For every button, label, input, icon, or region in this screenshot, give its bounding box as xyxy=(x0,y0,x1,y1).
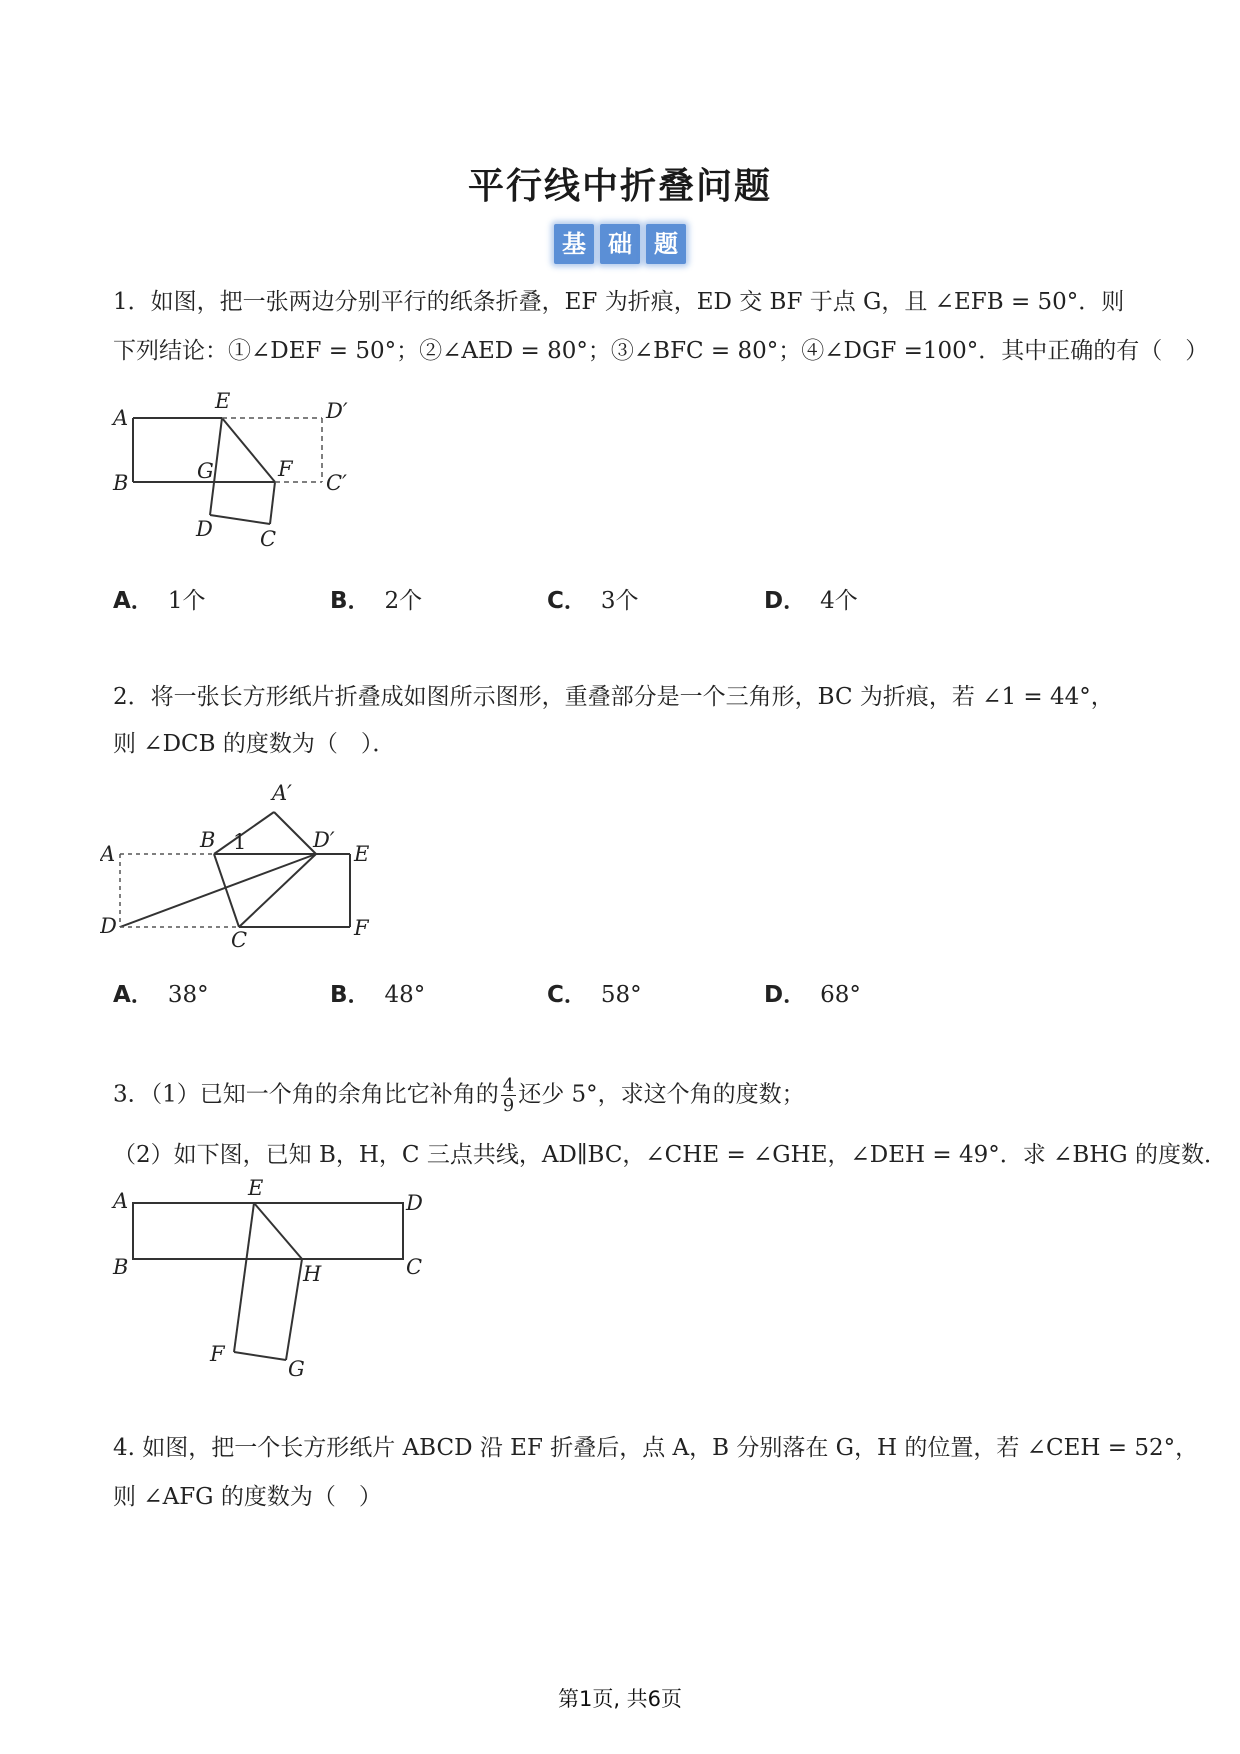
tag-char: 础 xyxy=(600,224,640,264)
q1-figure xyxy=(100,390,380,560)
q2-option-b[interactable] xyxy=(330,976,425,1009)
option-letter: A． xyxy=(113,982,154,1008)
q1-text-line2: 下列结论：①∠DEF = 50°；②∠AED = 80°；③∠BFC = 80°；④∠DGF =100°．其中正确的有（ ） xyxy=(113,338,1209,364)
q2-option-d[interactable] xyxy=(764,976,861,1009)
q2-option-c[interactable] xyxy=(547,976,642,1009)
q2-text-line1: 2．将一张长方形纸片折叠成如图所示图形，重叠部分是一个三角形，BC 为折痕，若 ∠1 = 44°， xyxy=(113,684,1114,710)
option-letter: B． xyxy=(330,588,371,614)
option-text: 48° xyxy=(384,982,426,1008)
option-text: 1个 xyxy=(167,588,206,614)
q3-text-line1 xyxy=(113,1076,805,1115)
q2-figure xyxy=(100,775,390,950)
option-letter: B． xyxy=(330,982,371,1008)
option-text: 38° xyxy=(167,982,209,1008)
q2-option-a[interactable] xyxy=(113,976,209,1009)
option-text: 58° xyxy=(600,982,642,1008)
q3-label-G: G xyxy=(288,1357,305,1378)
q1-label-B: B xyxy=(113,471,129,495)
q3-label-H: H xyxy=(303,1262,322,1286)
q1-label-c-prime: C′ xyxy=(326,471,347,495)
option-letter: C． xyxy=(547,982,587,1008)
q1-option-b[interactable] xyxy=(330,582,422,615)
q1-label-G: G xyxy=(197,459,214,483)
q2-label-B: B xyxy=(200,828,216,852)
option-letter: C． xyxy=(547,588,587,614)
q4-text-line2: 则 ∠AFG 的度数为（ ） xyxy=(113,1484,382,1510)
option-text: 3个 xyxy=(600,588,639,614)
q3-label-F: F xyxy=(210,1342,225,1366)
fraction-numerator: 4 xyxy=(502,1075,515,1096)
q1-label-A: A xyxy=(113,406,129,430)
option-letter: A． xyxy=(113,588,154,614)
option-text: 4个 xyxy=(820,588,858,614)
q3-label-C: C xyxy=(406,1255,423,1279)
q2-label-a-prime: A′ xyxy=(272,781,292,805)
q2-label-C: C xyxy=(231,928,248,950)
q2-text-line2: 则 ∠DCB 的度数为（ ）． xyxy=(113,731,396,757)
q3-text-line2: （2）如下图，已知 B，H，C 三点共线，AD∥BC，∠CHE = ∠GHE，∠DEH = 49°．求 ∠BHG 的度数． xyxy=(113,1142,1227,1168)
q3-line1-pre: 3．（1）已知一个角的余角比它补角的 xyxy=(113,1081,499,1108)
q1-option-c[interactable] xyxy=(547,582,639,615)
q1-label-D: D xyxy=(196,517,213,541)
tag-char: 基 xyxy=(554,224,594,264)
q1-option-d[interactable] xyxy=(764,582,858,615)
q1-text-line1: 1．如图，把一张两边分别平行的纸条折叠，EF 为折痕，ED 交 BF 于点 G，且 ∠EFB = 50°．则 xyxy=(113,289,1125,315)
fraction xyxy=(501,1076,516,1115)
q2-label-F: F xyxy=(354,916,369,940)
q3-label-D: D xyxy=(406,1191,423,1215)
q2-label-E: E xyxy=(354,842,370,866)
q1-label-E: E xyxy=(215,390,231,413)
page-title: 平行线中折叠问题 xyxy=(467,166,772,207)
q2-label-D: D xyxy=(100,914,117,938)
q3-line1-post: 还少 5°，求这个角的度数； xyxy=(518,1081,805,1108)
q2-label-A: A xyxy=(100,842,116,866)
q2-label-angle-1: 1 xyxy=(233,830,247,854)
q1-label-C: C xyxy=(260,527,277,551)
fraction-denominator: 9 xyxy=(502,1095,515,1116)
difficulty-tag xyxy=(0,224,1240,264)
option-text: 68° xyxy=(820,982,861,1008)
page-number: 第1页, 共6页 xyxy=(557,1687,683,1711)
q1-label-d-prime: D′ xyxy=(326,399,348,423)
q3-figure xyxy=(100,1178,440,1378)
q1-label-F: F xyxy=(278,457,293,481)
option-letter: D． xyxy=(764,982,807,1008)
tag-char: 题 xyxy=(646,224,686,264)
q1-option-a[interactable] xyxy=(113,582,205,615)
option-letter: D． xyxy=(764,588,807,614)
q3-label-A: A xyxy=(113,1189,129,1213)
q3-label-E: E xyxy=(248,1178,264,1200)
option-text: 2个 xyxy=(384,588,423,614)
q2-label-d-prime: D′ xyxy=(313,828,335,852)
q4-text-line1: 4. 如图，把一个长方形纸片 ABCD 沿 EF 折叠后，点 A，B 分别落在 G，H 的位置，若 ∠CEH = 52°， xyxy=(113,1435,1199,1461)
q3-label-B: B xyxy=(113,1255,129,1279)
